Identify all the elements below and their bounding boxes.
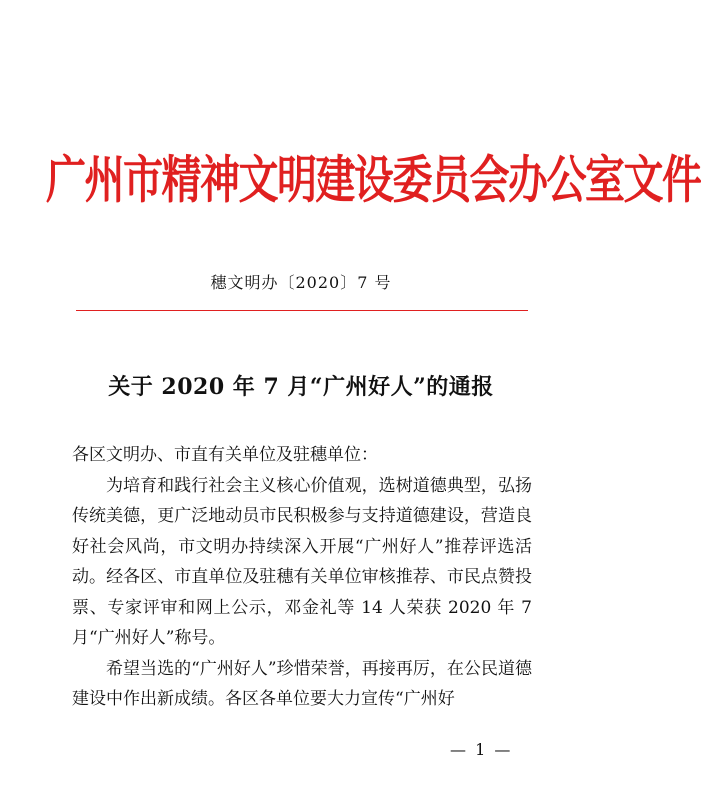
body-paragraph: 希望当选的“广州好人”珍惜荣誉，再接再厉，在公民道德建设中作出新成绩。各区各单位要大力宣传“广州好 bbox=[72, 658, 532, 709]
document-body bbox=[72, 440, 532, 715]
issuer-header: 广州市精神文明建设委员会办公室文件 bbox=[46, 150, 701, 211]
notice-title: 关于 2020 年 7 月“广州好人”的通报 bbox=[108, 374, 494, 400]
page-number: — 1 — bbox=[450, 740, 513, 759]
body-paragraph: 为培育和践行社会主义核心价值观，选树道德典型，弘扬传统美德，更广泛地动员市民积极参与支持道德建设，营造良好社会风尚，市文明办持续深入开展“广州好人”推荐评选活动。经各区、市直单位及驻穗有关单位审核推荐、市民点赞投票、专家评审和网上公示，邓金礼等 14 人荣获 2020 年 7 月“广州好人”称号。 bbox=[72, 475, 532, 648]
document-number: 穗文明办〔2020〕7 号 bbox=[210, 273, 392, 292]
salutation: 各区文明办、市直有关单位及驻穗单位： bbox=[72, 445, 378, 465]
red-divider-line bbox=[76, 310, 528, 311]
